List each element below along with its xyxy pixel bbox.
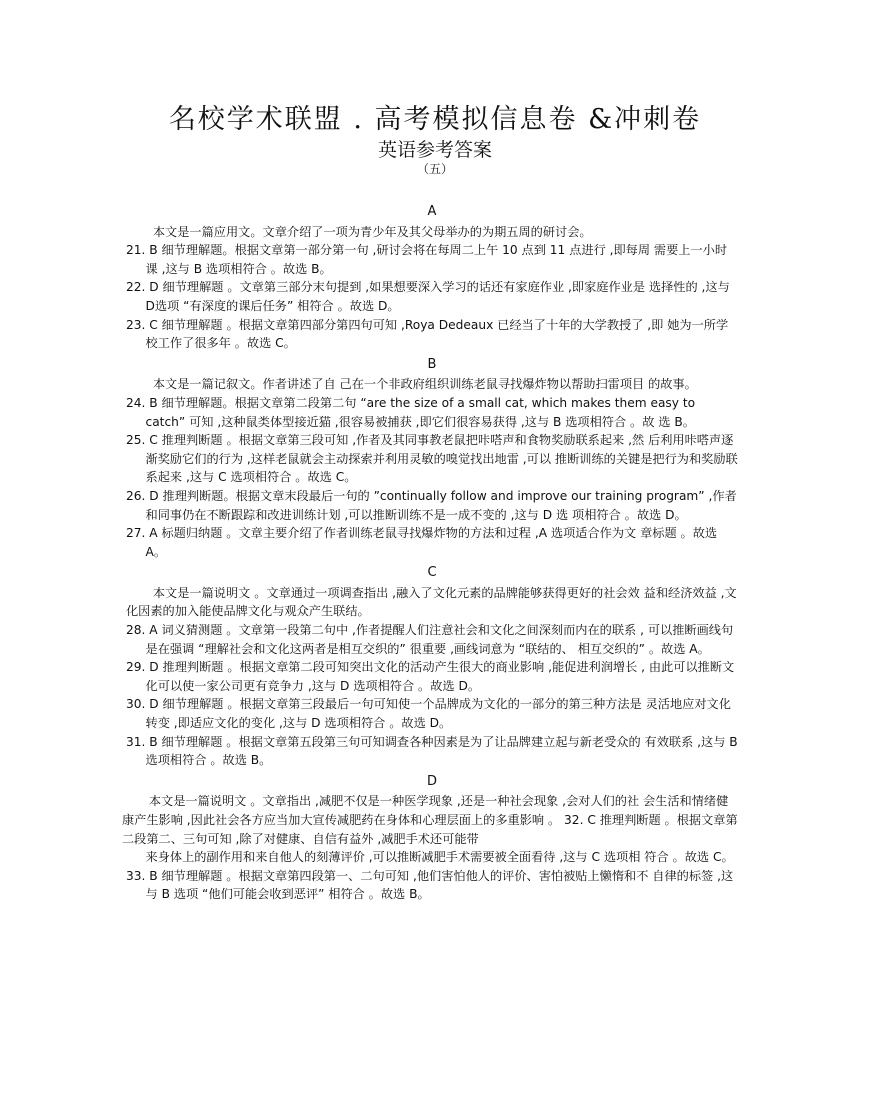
section-a-heading: A <box>427 204 437 219</box>
answer-32-continued: 来身体上的副作用和来自他人的刻薄评价 ,可以推断减肥手术需要被全面看待 ,这与 C 选项相 符合 。故选 C。 <box>145 850 734 865</box>
section-a-intro: 本文是一篇应用文。文章介绍了一项为青少年及其父母举办的为期五周的研讨会。 <box>152 224 592 239</box>
answer-28: 28. A 词义猜测题 。文章第一段第二句中 ,作者提醒人们注意社会和文化之间深刻而内在的联系 , 可以推断画线句是在强调 “理解社会和文化这两者是相互交织的” 很重要 ,画线词意为 “联结的、 相互交织的” 。故选 A。 <box>126 623 734 656</box>
answer-27: 27. A 标题归纳题 。文章主要介绍了作者训练老鼠寻找爆炸物的方法和过程 ,A 选项适合作为文 章标题 。故选 A。 <box>126 526 718 559</box>
section-c-heading: C <box>427 565 437 581</box>
section-b-intro: 本文是一篇记叙文。作者讲述了自 己在一个非政府组织训练老鼠寻找爆炸物以帮助扫雷项目 的故事。 <box>152 377 697 392</box>
answer-content <box>122 200 738 904</box>
paper-number: （五） <box>416 162 453 176</box>
answer-26: 26. D 推理判断题。根据文章末段最后一句的 ”continually follow and improve our training program” ,作者和同事仍在不断跟踪和改进训练计划 ,可以推断训练不是一成不变的 ,这与 D 选 项相符合 。故选 D。 <box>126 488 737 522</box>
page-title: 名校学术联盟 . 高考模拟信息卷 &冲刺卷 <box>168 104 702 135</box>
answer-31: 31. B 细节理解题 。根据文章第五段第三句可知调查各种因素是为了让品牌建立起与新老受众的 有效联系 ,这与 B 选项相符合 。故选 B。 <box>126 734 738 768</box>
section-b-heading: B <box>427 356 437 372</box>
section-d-intro: 本文是一篇说明文 。文章指出 ,减肥不仅是一种医学现象 ,还是一种社会现象 ,会对人们的社 会生活和情绪健康产生影响 ,因此社会各方应当加大宣传减肥药在身体和心理层面上的多重影响 。 32. C 推理判断题 。根据文章第二段第二、三句可知 ,除了对健康、自信有益外 ,减肥手术还可能带 <box>122 794 738 846</box>
answer-23: 23. C 细节理解题 。根据文章第四部分第四句可知 ,Roya Dedeaux 已经当了十年的大学教授了 ,即 她为一所学校工作了很多年 。故选 C。 <box>126 317 729 351</box>
answer-30: 30. D 细节理解题 。根据文章第三段最后一句可知使一个品牌成为文化的一部分的第三种方法是 灵活地应对文化转变 ,即适应文化的变化 ,这与 D 选项相符合 。故选 D。 <box>126 697 731 731</box>
answer-25: 25. C 推理判断题 。根据文章第三段可知 ,作者及其同事教老鼠把咔嗒声和食物奖励联系起来 ,然 后利用咔嗒声逐渐奖励它们的行为 ,这样老鼠就会主动探索并利用灵敏的嗅觉找出地雷 ,可以 推断训练的关键是把行为和奖励联系起来 ,这与 C 选项相符合 。故选 C。 <box>126 433 738 485</box>
page-subtitle: 英语参考答案 <box>377 139 492 161</box>
answer-24: 24. B 细节理解题。根据文章第二段第二句 “are the size of a small cat, which makes them easy to catch” 可知 ,这种鼠类体型接近猫 ,很容易被捕获 ,即它们很容易获得 ,这与 B 选项相符合 。故 选 B。 <box>126 395 696 429</box>
section-d-heading: D <box>426 773 437 789</box>
answer-29: 29. D 推理判断题 。根据文章第二段可知突出文化的活动产生很大的商业影响 ,能促进利润增长 , 由此可以推断文化可以使一家公司更有竞争力 ,这与 D 选项相符合 。故选 D。 <box>126 660 735 693</box>
answer-33: 33. B 细节理解题 。根据文章第四段第一、二句可知 ,他们害怕他人的评价、害怕被贴上懒惰和不 自律的标签 ,这与 B 选项 “他们可能会收到恶评” 相符合 。故选 B。 <box>126 868 734 902</box>
section-c-intro: 本文是一篇说明文 。文章通过一项调查指出 ,融入了文化元素的品牌能够获得更好的社会效 益和经济效益 ,文化因素的加入能使品牌文化与观众产生联结。 <box>126 585 737 619</box>
answer-22: 22. D 细节理解题 。文章第三部分末句提到 ,如果想要深入学习的话还有家庭作业 ,即家庭作业是 选择性的 ,这与 D选项 “有深度的课后任务” 相符合 。故选 D。 <box>126 280 730 313</box>
answer-21: 21. B 细节理解题。根据文章第一部分第一句 ,研讨会将在每周二上午 10 点到 11 点进行 ,即每周 需要上一小时课 ,这与 B 选项相符合 。故选 B。 <box>126 243 728 276</box>
